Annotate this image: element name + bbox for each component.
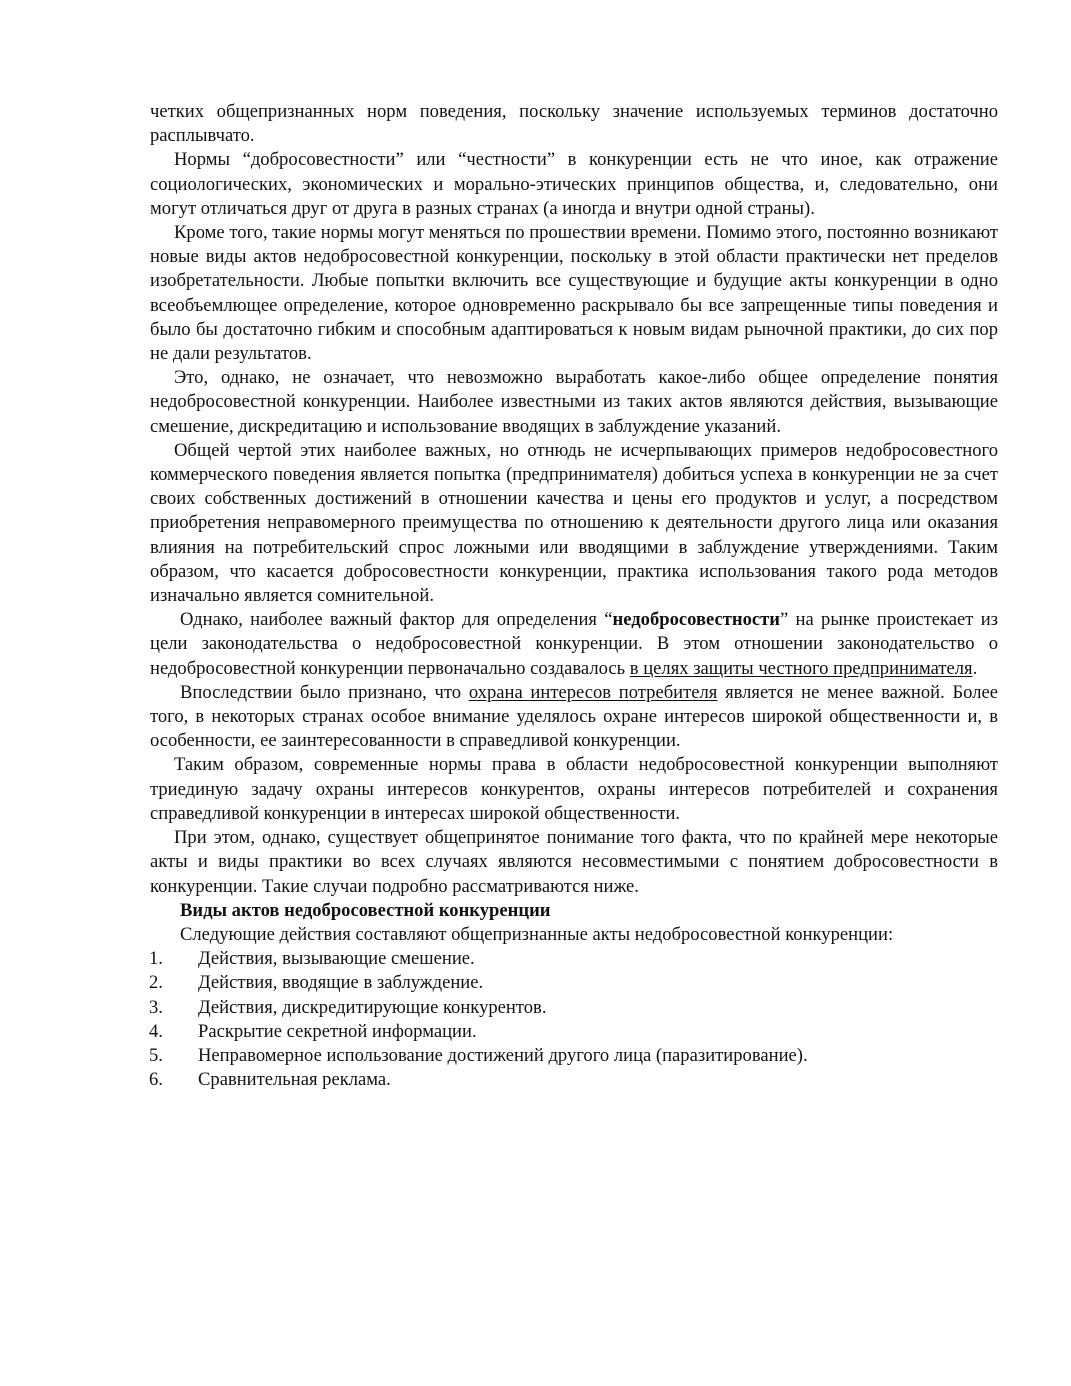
list-item-text: Сравнительная реклама.	[198, 1069, 391, 1091]
paragraph: четких общепризнанных норм поведения, поскольку значение используемых терминов достаточно расплывчато.	[150, 101, 998, 147]
list-number: 3.	[149, 996, 163, 1018]
numbered-list	[150, 947, 998, 1092]
paragraph	[150, 681, 998, 754]
list-item-text: Действия, вызывающие смешение.	[198, 948, 475, 970]
paragraph: При этом, однако, существует общепринятое понимание того факта, что по крайней мере некоторые акты и виды практики во всех случаях являются несовместимыми с понятием добросовестности в конкуренции. Такие случаи подробно рассматриваются ниже.	[150, 827, 998, 897]
list-item-text: Неправомерное использование достижений другого лица (паразитирование).	[198, 1044, 808, 1066]
list-item-text: Действия, вводящие в заблуждение.	[198, 972, 484, 994]
paragraph: Нормы “добросовестности” или “честности” в конкуренции есть не что иное, как отражение социологических, экономических и морально-этических принципов общества, и, следовательно, они могут отличаться друг от друга в разных странах (а иногда и внутри одной страны).	[150, 149, 998, 219]
text-run: Впоследствии было признано, что	[180, 681, 469, 703]
list-number: 5.	[149, 1044, 163, 1066]
list-item	[149, 1068, 998, 1092]
list-item-text: Действия, дискредитирующие конкурентов.	[198, 996, 547, 1018]
text-run: Однако, наиболее важный фактор для определения “	[180, 609, 613, 631]
document-page	[150, 100, 998, 1092]
list-number: 4.	[149, 1020, 163, 1042]
list-number: 1.	[149, 948, 163, 970]
text-run: является не менее важной. Более того, в некоторых странах особое внимание уделялось охране интересов широкой общественности и, в особенности, ее заинтересованности в справедливой конкуренции.	[150, 681, 999, 752]
list-number: 6.	[149, 1069, 163, 1091]
list-number: 2.	[149, 972, 163, 994]
paragraph	[150, 608, 998, 681]
bold-term: недобросовестности	[612, 609, 780, 631]
list-item	[149, 971, 998, 995]
section-intro: Следующие действия составляют общепризнанные акты недобросовестной конкуренции:	[180, 923, 894, 945]
paragraph: Это, однако, не означает, что невозможно выработать какое-либо общее определение понятия недобросовестной конкуренции. Наиболее известными из таких актов являются действия, вызывающие смешение, дискредитацию и использование вводящих в заблуждение указаний.	[150, 367, 998, 437]
section-heading: Виды актов недобросовестной конкуренции	[180, 899, 551, 921]
paragraph: Общей чертой этих наиболее важных, но отнюдь не исчерпывающих примеров недобросовестного коммерческого поведения является попытка (предпринимателя) добиться успеха в конкуренции не за счет своих собственных достижений в отношении качества и цены его продуктов и услуг, а посредством приобретения неправомерного преимущества по отношению к деятельности другого лица или оказания влияния на потребительский спрос ложными или вводящими в заблуждение утверждениями. Таким образом, что касается добросовестности конкуренции, практика использования такого рода методов изначально является сомнительной.	[150, 439, 998, 607]
text-run: ” на рынке проистекает из цели законодательства о недобросовестной конкуренции. В этом отношении законодательство о недобросовестной конкуренции первоначально создавалось	[150, 609, 999, 679]
list-item	[149, 996, 998, 1020]
list-item	[149, 947, 998, 971]
list-item	[149, 1020, 998, 1044]
paragraph: Кроме того, такие нормы могут меняться по прошествии времени. Помимо этого, постоянно возникают новые виды актов недобросовестной конкуренции, поскольку в этой области практически нет пределов изобретательности. Любые попытки включить все существующие и будущие акты конкуренции в одно всеобъемлющее определение, которое одновременно раскрывало бы все запрещенные типы поведения и было бы достаточно гибким и способным адаптироваться к новым видам рыночной практики, до сих пор не дали результатов.	[150, 222, 998, 365]
list-item-text: Раскрытие секретной информации.	[198, 1020, 477, 1042]
list-item	[149, 1044, 998, 1068]
paragraph: Таким образом, современные нормы права в области недобросовестной конкуренции выполняют триединую задачу охраны интересов конкурентов, охраны интересов потребителей и сохранения справедливой конкуренции в интересах широкой общественности.	[150, 754, 998, 824]
text-run: .	[972, 657, 978, 679]
underlined-phrase: охрана интересов потребителя	[468, 681, 718, 703]
underlined-phrase: в целях защиты честного предпринимателя	[629, 657, 973, 679]
